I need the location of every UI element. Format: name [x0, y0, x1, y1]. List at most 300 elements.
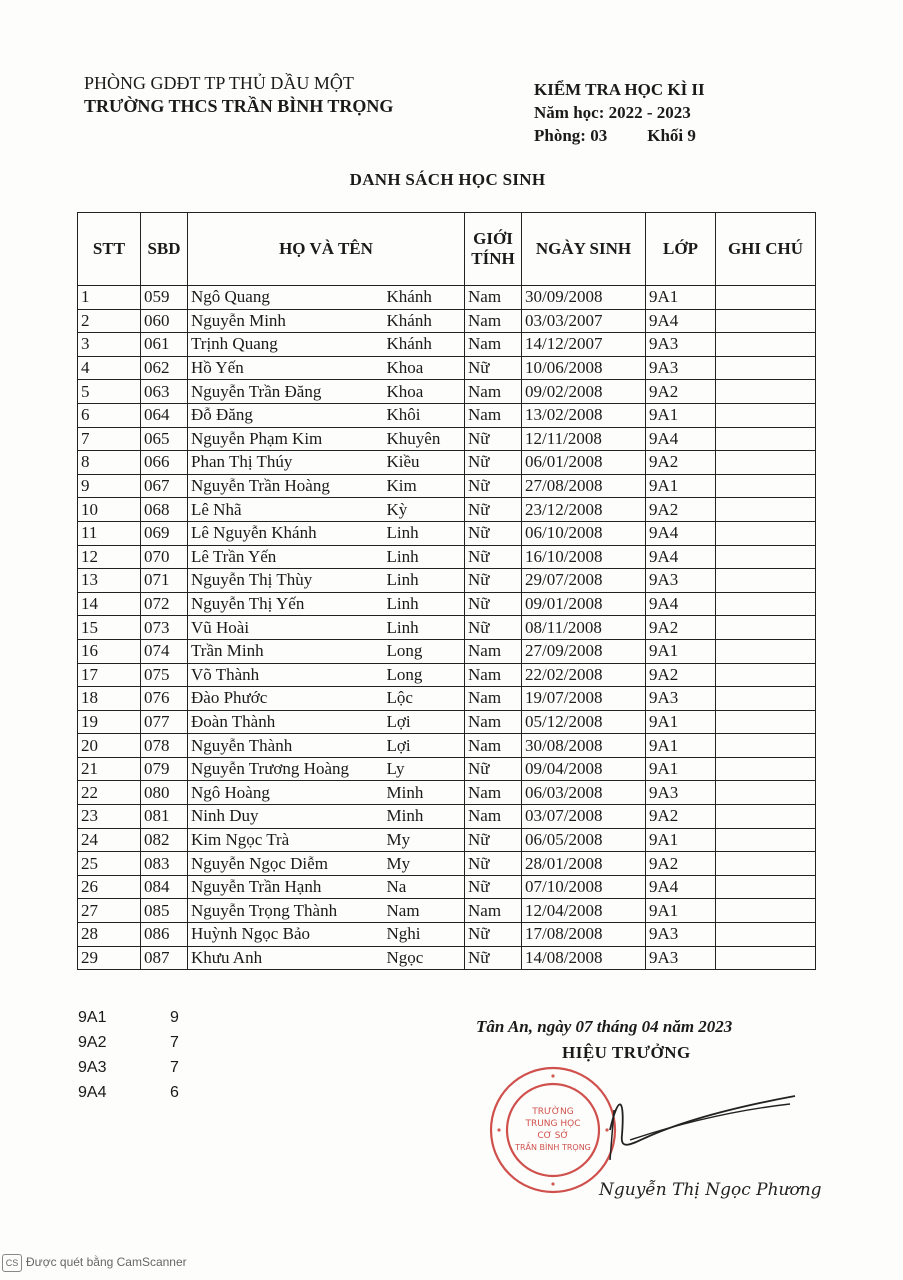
cell-dob: 05/12/2008	[522, 710, 646, 734]
class-student-count: 6	[170, 1084, 179, 1101]
cell-family-name: Khưu Anh	[188, 946, 384, 970]
cell-gender: Nữ	[465, 569, 522, 593]
class-count-row	[78, 1030, 179, 1055]
table-row	[78, 687, 816, 711]
cell-dob: 09/02/2008	[522, 380, 646, 404]
cell-note	[716, 356, 816, 380]
cell-gender: Nam	[465, 899, 522, 923]
cell-family-name: Nguyễn Thị Thùy	[188, 569, 384, 593]
cell-stt: 17	[78, 663, 141, 687]
cell-note	[716, 687, 816, 711]
camscanner-logo-icon: CS	[2, 1254, 22, 1272]
scanner-footer	[2, 1254, 187, 1272]
table-row	[78, 639, 816, 663]
class-student-count: 7	[170, 1059, 179, 1076]
cell-dob: 14/08/2008	[522, 946, 646, 970]
cell-sbd: 061	[141, 333, 188, 357]
col-header-note: GHI CHÚ	[716, 213, 816, 286]
cell-class: 9A4	[646, 521, 716, 545]
cell-gender: Nam	[465, 663, 522, 687]
cell-sbd: 070	[141, 545, 188, 569]
cell-dob: 06/10/2008	[522, 521, 646, 545]
cell-note	[716, 805, 816, 829]
cell-class: 9A3	[646, 356, 716, 380]
cell-gender: Nam	[465, 687, 522, 711]
cell-stt: 7	[78, 427, 141, 451]
cell-stt: 9	[78, 474, 141, 498]
table-row	[78, 875, 816, 899]
cell-class: 9A2	[646, 852, 716, 876]
svg-text:TRUNG HỌC: TRUNG HỌC	[525, 1119, 581, 1129]
cell-sbd: 084	[141, 875, 188, 899]
cell-note	[716, 852, 816, 876]
cell-sbd: 083	[141, 852, 188, 876]
cell-stt: 2	[78, 309, 141, 333]
table-row	[78, 592, 816, 616]
cell-family-name: Lê Nguyễn Khánh	[188, 521, 384, 545]
cell-family-name: Lê Trần Yến	[188, 545, 384, 569]
cell-dob: 03/07/2008	[522, 805, 646, 829]
col-header-dob: NGÀY SINH	[522, 213, 646, 286]
cell-family-name: Hồ Yến	[188, 356, 384, 380]
cell-dob: 13/02/2008	[522, 403, 646, 427]
cell-family-name: Đỗ Đăng	[188, 403, 384, 427]
cell-dob: 22/02/2008	[522, 663, 646, 687]
cell-sbd: 077	[141, 710, 188, 734]
cell-given-name: Lợi	[384, 710, 465, 734]
cell-family-name: Vũ Hoài	[188, 616, 384, 640]
cell-class: 9A1	[646, 286, 716, 310]
cell-stt: 16	[78, 639, 141, 663]
cell-sbd: 079	[141, 757, 188, 781]
cell-class: 9A3	[646, 687, 716, 711]
school-name: TRƯỜNG THCS TRẦN BÌNH TRỌNG	[84, 96, 394, 116]
cell-given-name: Khánh	[384, 286, 465, 310]
cell-gender: Nữ	[465, 427, 522, 451]
cell-given-name: Ngọc	[384, 946, 465, 970]
table-row	[78, 309, 816, 333]
cell-class: 9A1	[646, 899, 716, 923]
col-header-gender: GIỚI TÍNH	[465, 213, 522, 286]
cell-stt: 24	[78, 828, 141, 852]
cell-sbd: 063	[141, 380, 188, 404]
table-row	[78, 498, 816, 522]
table-row	[78, 734, 816, 758]
cell-note	[716, 380, 816, 404]
table-row	[78, 828, 816, 852]
cell-class: 9A2	[646, 805, 716, 829]
cell-given-name: Khoa	[384, 380, 465, 404]
cell-stt: 27	[78, 899, 141, 923]
table-row	[78, 616, 816, 640]
cell-dob: 16/10/2008	[522, 545, 646, 569]
cell-note	[716, 616, 816, 640]
cell-note	[716, 781, 816, 805]
class-code: 9A3	[78, 1059, 107, 1076]
cell-class: 9A2	[646, 451, 716, 475]
cell-sbd: 072	[141, 592, 188, 616]
cell-given-name: Khuyên	[384, 427, 465, 451]
document-title: DANH SÁCH HỌC SINH	[349, 170, 546, 189]
cell-gender: Nữ	[465, 757, 522, 781]
cell-stt: 15	[78, 616, 141, 640]
cell-family-name: Nguyễn Trần Đăng	[188, 380, 384, 404]
cell-given-name: Linh	[384, 616, 465, 640]
room-label: Phòng: 03	[534, 126, 608, 145]
cell-family-name: Nguyễn Ngọc Diễm	[188, 852, 384, 876]
cell-dob: 14/12/2007	[522, 333, 646, 357]
cell-note	[716, 286, 816, 310]
cell-dob: 27/08/2008	[522, 474, 646, 498]
cell-stt: 20	[78, 734, 141, 758]
place-date: Tân An, ngày 07 tháng 04 năm 2023	[476, 1017, 733, 1036]
cell-dob: 08/11/2008	[522, 616, 646, 640]
cell-stt: 4	[78, 356, 141, 380]
cell-stt: 11	[78, 521, 141, 545]
cell-class: 9A3	[646, 333, 716, 357]
table-row	[78, 781, 816, 805]
cell-class: 9A1	[646, 474, 716, 498]
cell-dob: 09/04/2008	[522, 757, 646, 781]
cell-stt: 19	[78, 710, 141, 734]
cell-given-name: Nam	[384, 899, 465, 923]
cell-note	[716, 333, 816, 357]
cell-note	[716, 639, 816, 663]
cell-given-name: My	[384, 852, 465, 876]
table-row	[78, 545, 816, 569]
cell-dob: 03/03/2007	[522, 309, 646, 333]
table-row	[78, 451, 816, 475]
cell-given-name: Lợi	[384, 734, 465, 758]
cell-note	[716, 309, 816, 333]
cell-gender: Nữ	[465, 474, 522, 498]
cell-stt: 23	[78, 805, 141, 829]
cell-gender: Nam	[465, 380, 522, 404]
cell-gender: Nam	[465, 309, 522, 333]
cell-family-name: Nguyễn Trương Hoàng	[188, 757, 384, 781]
table-row	[78, 710, 816, 734]
signer-name: Nguyễn Thị Ngọc Phương	[599, 1180, 822, 1200]
class-code: 9A1	[78, 1009, 107, 1026]
exam-title: KIỂM TRA HỌC KÌ II	[534, 80, 705, 99]
cell-given-name: Khánh	[384, 309, 465, 333]
cell-class: 9A4	[646, 592, 716, 616]
cell-given-name: Linh	[384, 521, 465, 545]
cell-gender: Nữ	[465, 451, 522, 475]
cell-dob: 28/01/2008	[522, 852, 646, 876]
table-row	[78, 852, 816, 876]
cell-stt: 1	[78, 286, 141, 310]
cell-gender: Nam	[465, 710, 522, 734]
table-row	[78, 923, 816, 947]
cell-class: 9A4	[646, 427, 716, 451]
table-row	[78, 474, 816, 498]
cell-note	[716, 875, 816, 899]
cell-class: 9A2	[646, 498, 716, 522]
cell-sbd: 065	[141, 427, 188, 451]
cell-given-name: Kiều	[384, 451, 465, 475]
table-header-row	[78, 213, 816, 286]
cell-dob: 30/09/2008	[522, 286, 646, 310]
table-row	[78, 380, 816, 404]
cell-stt: 21	[78, 757, 141, 781]
cell-sbd: 081	[141, 805, 188, 829]
cell-dob: 12/04/2008	[522, 899, 646, 923]
cell-dob: 17/08/2008	[522, 923, 646, 947]
cell-family-name: Nguyễn Phạm Kim	[188, 427, 384, 451]
class-count-row	[78, 1080, 179, 1105]
cell-given-name: Khôi	[384, 403, 465, 427]
cell-given-name: Long	[384, 639, 465, 663]
cell-sbd: 082	[141, 828, 188, 852]
cell-gender: Nữ	[465, 828, 522, 852]
cell-class: 9A1	[646, 710, 716, 734]
cell-given-name: Minh	[384, 805, 465, 829]
cell-sbd: 069	[141, 521, 188, 545]
cell-note	[716, 946, 816, 970]
cell-sbd: 076	[141, 687, 188, 711]
cell-given-name: Kỳ	[384, 498, 465, 522]
cell-family-name: Nguyễn Minh	[188, 309, 384, 333]
cell-class: 9A1	[646, 757, 716, 781]
class-code: 9A2	[78, 1034, 107, 1051]
cell-given-name: Minh	[384, 781, 465, 805]
cell-family-name: Kim Ngọc Trà	[188, 828, 384, 852]
cell-class: 9A1	[646, 734, 716, 758]
cell-dob: 07/10/2008	[522, 875, 646, 899]
department-name: PHÒNG GDĐT TP THỦ DẦU MỘT	[84, 73, 354, 93]
class-student-count: 9	[170, 1009, 179, 1026]
cell-sbd: 067	[141, 474, 188, 498]
cell-class: 9A1	[646, 828, 716, 852]
cell-sbd: 087	[141, 946, 188, 970]
cell-dob: 10/06/2008	[522, 356, 646, 380]
cell-note	[716, 545, 816, 569]
header-right	[534, 78, 705, 147]
cell-note	[716, 592, 816, 616]
cell-stt: 18	[78, 687, 141, 711]
cell-gender: Nữ	[465, 545, 522, 569]
cell-class: 9A2	[646, 663, 716, 687]
header-left	[84, 72, 393, 118]
school-year: Năm học: 2022 - 2023	[534, 103, 691, 122]
cell-stt: 5	[78, 380, 141, 404]
cell-class: 9A2	[646, 380, 716, 404]
cell-dob: 27/09/2008	[522, 639, 646, 663]
cell-sbd: 059	[141, 286, 188, 310]
cell-gender: Nữ	[465, 923, 522, 947]
table-row	[78, 757, 816, 781]
cell-stt: 14	[78, 592, 141, 616]
cell-given-name: Kim	[384, 474, 465, 498]
cell-family-name: Nguyễn Thành	[188, 734, 384, 758]
cell-note	[716, 569, 816, 593]
cell-family-name: Lê Nhã	[188, 498, 384, 522]
cell-class: 9A3	[646, 569, 716, 593]
cell-gender: Nữ	[465, 946, 522, 970]
cell-sbd: 066	[141, 451, 188, 475]
cell-family-name: Nguyễn Trần Hoàng	[188, 474, 384, 498]
class-count-row	[78, 1055, 179, 1080]
cell-dob: 06/01/2008	[522, 451, 646, 475]
cell-family-name: Huỳnh Ngọc Bảo	[188, 923, 384, 947]
cell-given-name: Khánh	[384, 333, 465, 357]
cell-gender: Nữ	[465, 356, 522, 380]
cell-given-name: Long	[384, 663, 465, 687]
table-row	[78, 521, 816, 545]
cell-family-name: Ninh Duy	[188, 805, 384, 829]
cell-dob: 06/03/2008	[522, 781, 646, 805]
cell-class: 9A4	[646, 309, 716, 333]
cell-given-name: My	[384, 828, 465, 852]
cell-gender: Nam	[465, 805, 522, 829]
svg-text:TRƯỜNG: TRƯỜNG	[532, 1107, 574, 1117]
cell-stt: 25	[78, 852, 141, 876]
cell-note	[716, 403, 816, 427]
table-row	[78, 569, 816, 593]
cell-family-name: Nguyễn Trần Hạnh	[188, 875, 384, 899]
cell-class: 9A4	[646, 875, 716, 899]
cell-family-name: Nguyễn Trọng Thành	[188, 899, 384, 923]
cell-stt: 12	[78, 545, 141, 569]
signature-block	[476, 1014, 732, 1066]
cell-note	[716, 498, 816, 522]
col-header-stt: STT	[78, 213, 141, 286]
cell-note	[716, 451, 816, 475]
cell-gender: Nữ	[465, 875, 522, 899]
table-row	[78, 356, 816, 380]
cell-stt: 8	[78, 451, 141, 475]
cell-stt: 10	[78, 498, 141, 522]
col-header-sbd: SBD	[141, 213, 188, 286]
table-row	[78, 663, 816, 687]
cell-note	[716, 474, 816, 498]
cell-stt: 13	[78, 569, 141, 593]
cell-sbd: 068	[141, 498, 188, 522]
cell-class: 9A4	[646, 545, 716, 569]
class-code: 9A4	[78, 1084, 107, 1101]
cell-class: 9A3	[646, 781, 716, 805]
cell-dob: 23/12/2008	[522, 498, 646, 522]
class-student-count: 7	[170, 1034, 179, 1051]
cell-gender: Nam	[465, 639, 522, 663]
cell-gender: Nữ	[465, 592, 522, 616]
grade-label: Khối 9	[647, 126, 696, 145]
cell-stt: 26	[78, 875, 141, 899]
cell-family-name: Võ Thành	[188, 663, 384, 687]
principal-title: HIỆU TRƯỞNG	[562, 1043, 691, 1062]
cell-class: 9A3	[646, 923, 716, 947]
table-body	[78, 286, 816, 970]
cell-given-name: Linh	[384, 592, 465, 616]
cell-family-name: Ngô Hoàng	[188, 781, 384, 805]
cell-stt: 29	[78, 946, 141, 970]
svg-text:CƠ SỞ: CƠ SỞ	[537, 1131, 569, 1141]
cell-gender: Nam	[465, 403, 522, 427]
cell-dob: 06/05/2008	[522, 828, 646, 852]
svg-text:TRẦN BÌNH TRỌNG: TRẦN BÌNH TRỌNG	[515, 1143, 591, 1152]
table-row	[78, 805, 816, 829]
table-row	[78, 403, 816, 427]
cell-sbd: 086	[141, 923, 188, 947]
cell-note	[716, 828, 816, 852]
cell-sbd: 060	[141, 309, 188, 333]
cell-dob: 12/11/2008	[522, 427, 646, 451]
cell-sbd: 075	[141, 663, 188, 687]
cell-class: 9A1	[646, 639, 716, 663]
cell-dob: 30/08/2008	[522, 734, 646, 758]
cell-given-name: Khoa	[384, 356, 465, 380]
cell-gender: Nam	[465, 333, 522, 357]
cell-stt: 28	[78, 923, 141, 947]
cell-sbd: 080	[141, 781, 188, 805]
cell-note	[716, 757, 816, 781]
cell-gender: Nam	[465, 734, 522, 758]
cell-stt: 6	[78, 403, 141, 427]
cell-class: 9A1	[646, 403, 716, 427]
cell-family-name: Ngô Quang	[188, 286, 384, 310]
cell-stt: 3	[78, 333, 141, 357]
table-row	[78, 286, 816, 310]
cell-sbd: 064	[141, 403, 188, 427]
cell-note	[716, 521, 816, 545]
cell-note	[716, 710, 816, 734]
table-row	[78, 946, 816, 970]
col-header-name: HỌ VÀ TÊN	[188, 213, 465, 286]
cell-given-name: Lộc	[384, 687, 465, 711]
principal-signature	[600, 1090, 800, 1160]
table-row	[78, 427, 816, 451]
table-row	[78, 899, 816, 923]
cell-class: 9A3	[646, 946, 716, 970]
cell-sbd: 071	[141, 569, 188, 593]
cell-family-name: Nguyễn Thị Yến	[188, 592, 384, 616]
cell-given-name: Nghi	[384, 923, 465, 947]
cell-stt: 22	[78, 781, 141, 805]
cell-given-name: Linh	[384, 545, 465, 569]
cell-gender: Nữ	[465, 616, 522, 640]
cell-note	[716, 923, 816, 947]
cell-sbd: 085	[141, 899, 188, 923]
cell-gender: Nam	[465, 781, 522, 805]
cell-sbd: 078	[141, 734, 188, 758]
cell-family-name: Đoàn Thành	[188, 710, 384, 734]
table-row	[78, 333, 816, 357]
class-count-summary	[78, 1005, 179, 1105]
cell-family-name: Phan Thị Thúy	[188, 451, 384, 475]
cell-gender: Nữ	[465, 852, 522, 876]
cell-given-name: Ly	[384, 757, 465, 781]
cell-note	[716, 734, 816, 758]
cell-sbd: 074	[141, 639, 188, 663]
class-count-row	[78, 1005, 179, 1030]
cell-given-name: Linh	[384, 569, 465, 593]
cell-class: 9A2	[646, 616, 716, 640]
cell-gender: Nữ	[465, 498, 522, 522]
cell-gender: Nam	[465, 286, 522, 310]
scanner-footer-text: Được quét bằng CamScanner	[26, 1255, 187, 1270]
cell-family-name: Đào Phước	[188, 687, 384, 711]
cell-dob: 09/01/2008	[522, 592, 646, 616]
cell-note	[716, 663, 816, 687]
col-header-class: LỚP	[646, 213, 716, 286]
cell-dob: 19/07/2008	[522, 687, 646, 711]
room-grade	[534, 124, 705, 147]
student-table	[77, 212, 816, 970]
cell-sbd: 062	[141, 356, 188, 380]
cell-sbd: 073	[141, 616, 188, 640]
cell-dob: 29/07/2008	[522, 569, 646, 593]
